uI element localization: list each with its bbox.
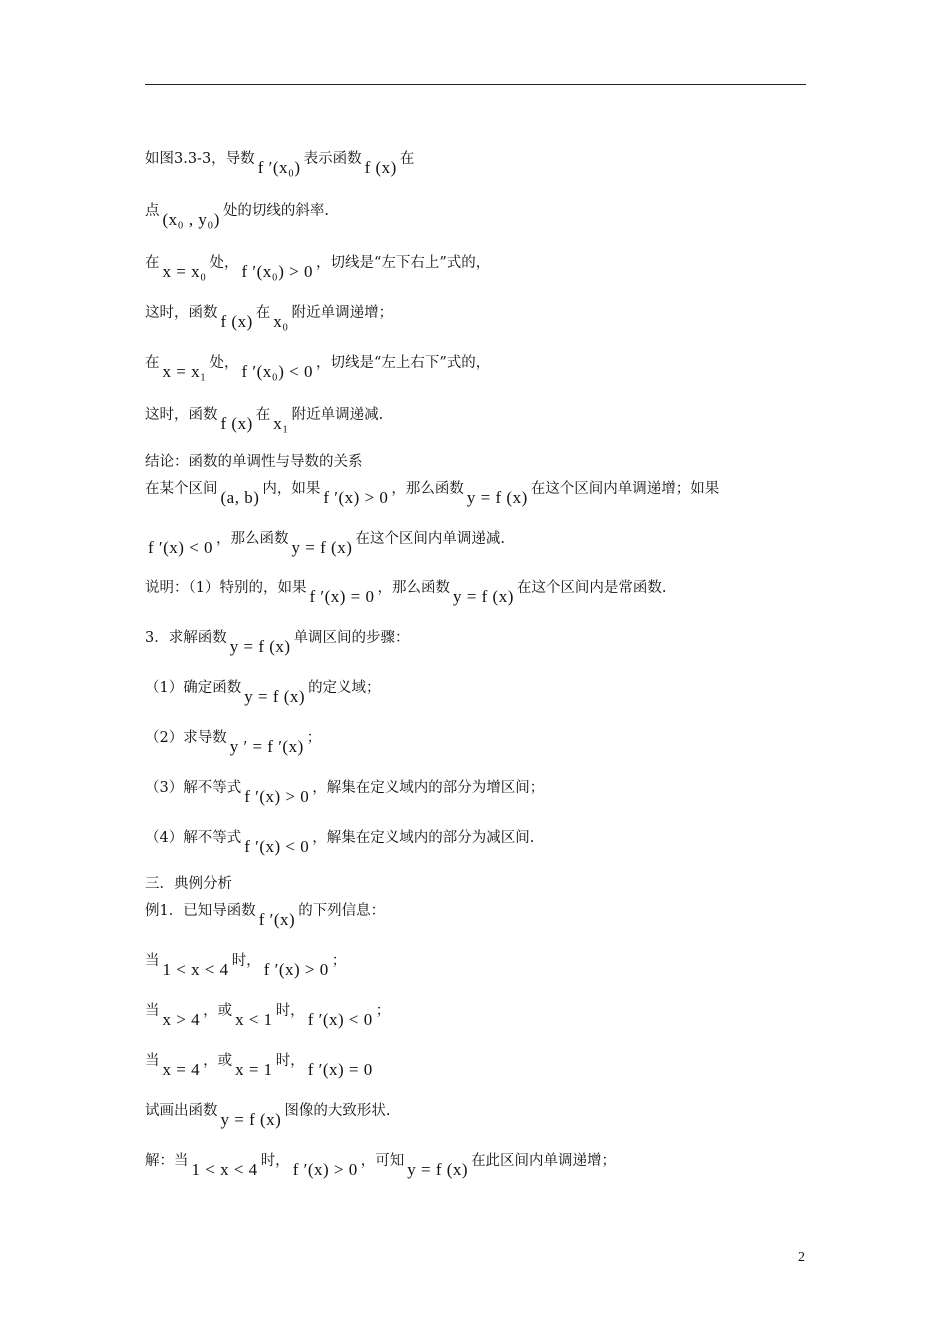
text-run: ，或 [203,1002,233,1019]
text-run: 在 [255,406,271,423]
text-run: （2）求导数 [145,729,227,746]
math-expression: y ′ = f ′(x) [229,736,304,756]
math-expression: x₁ [273,413,289,433]
text-line [145,1043,825,1079]
text-line [145,720,825,756]
text-run: 在 [255,304,271,321]
text-line [145,1143,825,1179]
math-expression: y = f (x) [466,487,528,507]
text-run: 解：当 [145,1152,189,1169]
text-run: ，切线是“左上右下”式的， [315,354,491,371]
math-expression: f ′(x) > 0 [263,959,329,979]
math-expression: x = x₀ [162,261,207,281]
text-line [145,345,825,381]
text-run: 点 [145,202,160,219]
text-run: 当 [145,1052,160,1069]
text-run: 单调区间的步骤： [293,629,410,646]
text-run: ，那么函数 [377,579,451,596]
math-expression: f (x) [364,157,397,177]
math-expression: f ′(x) > 0 [244,786,310,806]
text-run: 处， [209,254,239,271]
text-run: 处， [209,354,239,371]
math-expression: y = f (x) [229,636,291,656]
text-run: 结论：函数的单调性与导数的关系 [145,453,363,470]
text-run: 3．求解函数 [145,629,227,646]
text-run: ，那么函数 [391,480,464,497]
text-line [145,1093,825,1129]
text-line [145,670,825,706]
text-line [145,471,825,507]
math-expression: (x₀ , y₀) [162,209,220,229]
text-line [145,397,825,433]
text-run: ，解集在定义域内的部分为减区间. [312,829,535,846]
math-expression: y = f (x) [291,537,353,557]
math-expression: x > 4 [162,1009,201,1029]
text-line [145,193,825,229]
math-expression: f (x) [220,311,253,331]
math-expression: 1 < x < 4 [191,1159,258,1179]
math-expression: y = f (x) [220,1109,282,1129]
text-run: 时， [231,952,261,969]
text-run: 这时，函数 [145,406,218,423]
math-expression: f ′(x) < 0 [148,537,214,557]
text-run: 在这个区间内是常函数. [516,579,667,596]
text-line [145,943,825,979]
text-run: ； [306,729,322,746]
math-expression: x₀ [273,311,289,331]
math-expression: f ′(x₀) < 0 [241,361,313,381]
math-expression: x = 4 [162,1059,201,1079]
text-run: （3）解不等式 [145,779,242,796]
text-run: 在这个区间内单调递增；如果 [530,480,720,497]
page-number: 2 [798,1250,805,1265]
text-run: 在 [145,354,160,371]
text-line [145,245,825,281]
text-line [145,993,825,1029]
math-expression: f ′(x) < 0 [307,1009,373,1029]
text-run: 当 [145,952,160,969]
math-expression: f ′(x) > 0 [292,1159,358,1179]
text-run: ，可知 [360,1152,405,1169]
text-run: 例1．已知导函数 [145,902,256,919]
text-run: ，那么函数 [216,530,289,547]
text-run: ，切线是“左下右上”式的， [315,254,491,271]
text-run: 说明：（1）特别的，如果 [145,579,307,596]
text-run: 图像的大致形状. [284,1102,391,1119]
text-run: 三．典例分析 [145,875,232,892]
text-line [145,893,825,929]
text-run: 在 [399,150,415,167]
text-run: 的下列信息： [298,902,386,919]
math-expression: f ′(x) > 0 [323,487,389,507]
text-run: 试画出函数 [145,1102,218,1119]
text-run: 附近单调递减. [291,406,384,423]
math-expression: f ′(x) = 0 [309,586,375,606]
text-run: 这时，函数 [145,304,218,321]
text-run: ，或 [203,1052,233,1069]
text-line [145,295,825,331]
text-run: （1）确定函数 [145,679,242,696]
text-run: ； [375,1002,391,1019]
text-run: 时， [275,1052,305,1069]
text-line [145,620,825,656]
header-rule [145,84,806,85]
text-run: ，解集在定义域内的部分为增区间； [312,779,545,796]
text-run: 内，如果 [262,480,321,497]
math-expression: x = x₁ [162,361,207,381]
text-run: 的定义域； [308,679,381,696]
text-run: 当 [145,1002,160,1019]
text-run: 时， [260,1152,290,1169]
text-run: 时， [275,1002,305,1019]
text-run: （4）解不等式 [145,829,242,846]
text-line [145,141,825,177]
text-run: 在 [145,254,160,271]
text-run: ； [331,952,347,969]
text-run: 在此区间内单调递增； [471,1152,617,1169]
text-line [145,820,825,856]
math-expression: x = 1 [235,1059,273,1079]
text-line [145,521,825,557]
math-expression: f (x) [220,413,253,433]
text-line [145,570,825,606]
text-run: 在这个区间内单调递减. [355,530,505,547]
text-run: 附近单调递增； [291,304,394,321]
math-expression: (a, b) [220,487,260,507]
math-expression: f ′(x₀) [257,157,301,177]
math-expression: 1 < x < 4 [162,959,229,979]
math-expression: f ′(x₀) > 0 [241,261,313,281]
text-run: 处的切线的斜率. [222,202,330,219]
math-expression: y = f (x) [407,1159,469,1179]
text-line [145,770,825,806]
math-expression: y = f (x) [244,686,306,706]
math-expression: x < 1 [235,1009,273,1029]
text-run: 表示函数 [303,150,362,167]
text-run: 在某个区间 [145,480,218,497]
math-expression: y = f (x) [453,586,514,606]
math-expression: f ′(x) < 0 [244,836,310,856]
text-run: 如图3.3-3，导数 [145,150,255,167]
math-expression: f ′(x) = 0 [307,1059,373,1079]
math-expression: f ′(x) [258,909,296,929]
